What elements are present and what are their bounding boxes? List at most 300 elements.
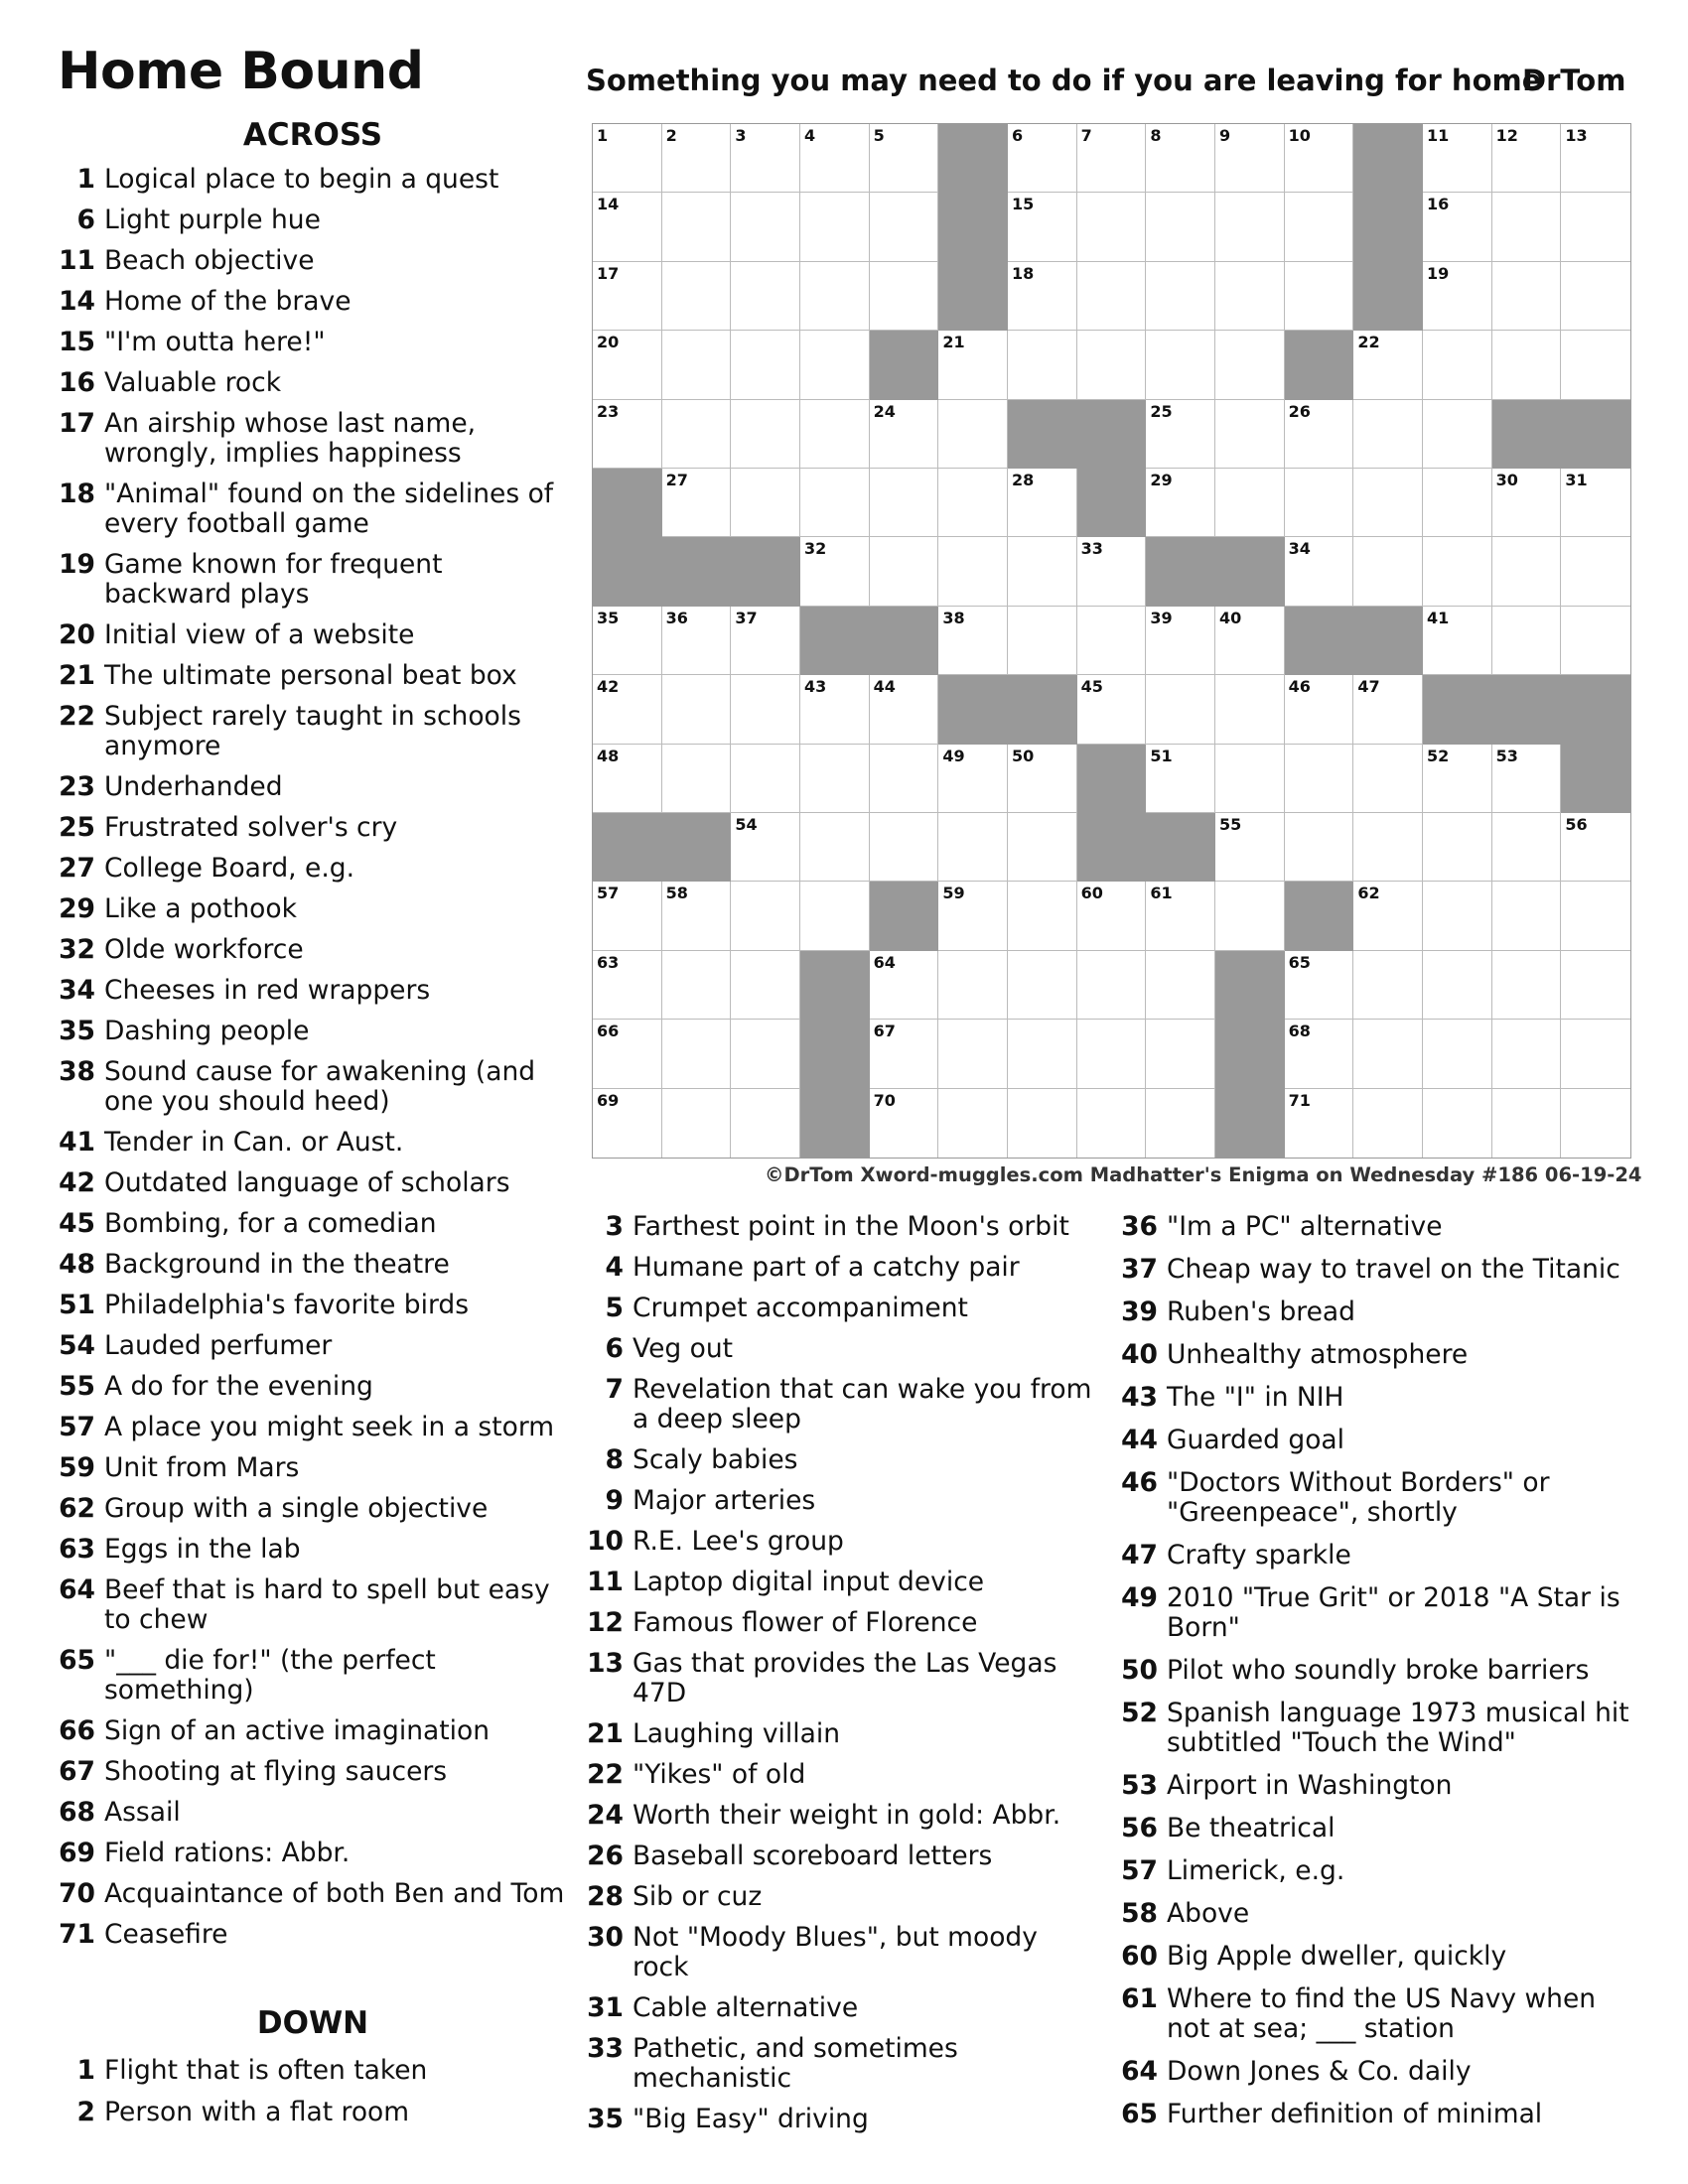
grid-cell[interactable] — [1353, 469, 1423, 537]
grid-cell[interactable] — [938, 469, 1008, 537]
grid-cell[interactable] — [1215, 262, 1285, 331]
clue-item[interactable] — [58, 702, 574, 761]
grid-cell[interactable] — [1008, 262, 1077, 331]
grid-cell[interactable] — [731, 469, 800, 537]
clue-item[interactable] — [1120, 1541, 1636, 1570]
grid-cell[interactable] — [1008, 469, 1077, 537]
clue-text: Light purple hue — [104, 205, 321, 235]
clue-item[interactable] — [58, 1879, 574, 1909]
clue-item[interactable] — [58, 813, 574, 843]
grid-cell[interactable] — [1285, 745, 1354, 813]
grid-cell[interactable] — [1285, 124, 1354, 193]
grid-cell[interactable] — [800, 813, 870, 882]
grid-cell[interactable] — [1285, 537, 1354, 606]
grid-cell[interactable] — [1215, 469, 1285, 537]
grid-cell[interactable] — [1215, 331, 1285, 399]
grid-cell[interactable] — [662, 882, 732, 950]
grid-cell[interactable] — [662, 675, 732, 744]
grid-cell[interactable] — [1215, 675, 1285, 744]
clue-item[interactable] — [58, 1291, 574, 1320]
grid-cell[interactable] — [1146, 469, 1215, 537]
clue-item[interactable] — [586, 1212, 1092, 1242]
clue-item[interactable] — [586, 1882, 1092, 1912]
grid-cell[interactable] — [1492, 537, 1562, 606]
clue-item[interactable] — [1120, 1899, 1636, 1929]
grid-cell[interactable] — [731, 675, 800, 744]
grid-cell[interactable] — [870, 537, 939, 606]
clue-item[interactable] — [58, 1839, 574, 1868]
clue-item[interactable] — [58, 409, 574, 469]
grid-cell[interactable] — [1146, 262, 1215, 331]
clue-item[interactable] — [58, 1716, 574, 1746]
grid-cell[interactable] — [1215, 607, 1285, 675]
grid-cell[interactable] — [731, 745, 800, 813]
grid-cell[interactable] — [1423, 469, 1492, 537]
grid-cell[interactable] — [593, 1089, 662, 1158]
clue-text: Humane part of a catchy pair — [633, 1252, 1020, 1283]
grid-cell[interactable] — [1353, 400, 1423, 469]
clue-item[interactable] — [58, 246, 574, 276]
grid-cell[interactable] — [800, 469, 870, 537]
clue-item[interactable] — [58, 1453, 574, 1483]
clue-item[interactable] — [586, 1568, 1092, 1597]
grid-cell[interactable] — [1077, 331, 1147, 399]
grid-cell[interactable] — [662, 262, 732, 331]
grid-cell[interactable] — [800, 537, 870, 606]
grid-cell[interactable] — [593, 331, 662, 399]
grid-cell[interactable] — [938, 537, 1008, 606]
grid-cell[interactable] — [1423, 262, 1492, 331]
grid-cell[interactable] — [1561, 262, 1630, 331]
grid-cell[interactable] — [800, 331, 870, 399]
grid-cell[interactable] — [1423, 331, 1492, 399]
grid-cell[interactable] — [1492, 951, 1562, 1020]
clue-item[interactable] — [58, 1920, 574, 1950]
clue-item[interactable] — [58, 1128, 574, 1158]
clue-text: Sib or cuz — [633, 1881, 763, 1912]
grid-cell[interactable] — [870, 745, 939, 813]
grid-cell[interactable] — [1353, 951, 1423, 1020]
grid-cell[interactable] — [1008, 882, 1077, 950]
grid-cell[interactable] — [1561, 1020, 1630, 1088]
grid-cell[interactable] — [1077, 882, 1147, 950]
grid-cell[interactable] — [1008, 124, 1077, 193]
grid-cell[interactable] — [731, 331, 800, 399]
grid-cell[interactable] — [1492, 1089, 1562, 1158]
clue-item[interactable] — [58, 1413, 574, 1442]
clue-text: Dashing people — [104, 1016, 310, 1046]
clue-item[interactable] — [586, 1842, 1092, 1871]
clue-number: 43 — [1121, 1382, 1158, 1413]
grid-cell[interactable] — [593, 745, 662, 813]
grid-cell[interactable] — [1077, 607, 1147, 675]
grid-cell[interactable] — [593, 607, 662, 675]
grid-cell[interactable] — [1492, 193, 1562, 261]
grid-cell[interactable] — [1146, 675, 1215, 744]
cell-number: 67 — [873, 1022, 896, 1041]
grid-cell[interactable] — [800, 882, 870, 950]
grid-cell[interactable] — [1285, 951, 1354, 1020]
grid-cell[interactable] — [1285, 400, 1354, 469]
grid-cell[interactable] — [870, 675, 939, 744]
clue-item[interactable] — [58, 1494, 574, 1524]
grid-cell[interactable] — [1492, 262, 1562, 331]
clue-text: Lauded perfumer — [104, 1330, 333, 1361]
clue-item[interactable] — [58, 479, 574, 539]
grid-cell[interactable] — [593, 124, 662, 193]
grid-cell[interactable] — [731, 124, 800, 193]
grid-cell[interactable] — [1353, 537, 1423, 606]
grid-cell[interactable] — [1077, 675, 1147, 744]
grid-cell[interactable] — [731, 193, 800, 261]
cell-number: 57 — [597, 884, 620, 903]
grid-cell[interactable] — [1492, 813, 1562, 882]
grid-cell[interactable] — [662, 745, 732, 813]
grid-cell[interactable] — [870, 951, 939, 1020]
clue-item[interactable] — [58, 661, 574, 691]
grid-cell[interactable] — [1353, 331, 1423, 399]
grid-cell[interactable] — [1215, 813, 1285, 882]
grid-cell[interactable] — [938, 607, 1008, 675]
grid-cell[interactable] — [1423, 745, 1492, 813]
clue-item[interactable] — [58, 2056, 574, 2086]
clue-item[interactable] — [58, 1168, 574, 1198]
clue-text: Valuable rock — [104, 367, 282, 398]
grid-cell[interactable] — [1077, 537, 1147, 606]
grid-cell[interactable] — [1215, 745, 1285, 813]
grid-cell[interactable] — [1423, 124, 1492, 193]
grid-cell[interactable] — [593, 882, 662, 950]
clue-item[interactable] — [58, 1017, 574, 1046]
cell-number: 47 — [1357, 677, 1380, 697]
clue-number: 60 — [1121, 1941, 1158, 1972]
grid-cell[interactable] — [1561, 124, 1630, 193]
clue-text: Sound cause for awakening (and one you should heed) — [104, 1056, 536, 1117]
grid-cell[interactable] — [938, 745, 1008, 813]
clue-item[interactable] — [58, 1535, 574, 1565]
clue-text: "Animal" found on the sidelines of every football game — [104, 478, 554, 539]
clue-item[interactable] — [586, 1801, 1092, 1831]
clue-item[interactable] — [58, 1757, 574, 1787]
cell-number: 16 — [1426, 195, 1450, 214]
grid-cell[interactable] — [1008, 813, 1077, 882]
clue-item[interactable] — [58, 1250, 574, 1280]
clue-item[interactable] — [1120, 1383, 1636, 1413]
grid-cell[interactable] — [800, 193, 870, 261]
clue-item[interactable] — [1120, 2057, 1636, 2087]
grid-cell[interactable] — [1561, 537, 1630, 606]
grid-cell[interactable] — [1077, 124, 1147, 193]
clue-item[interactable] — [58, 772, 574, 802]
grid-cell[interactable] — [1353, 1089, 1423, 1158]
clue-item[interactable] — [58, 1057, 574, 1117]
cell-number: 12 — [1495, 126, 1518, 145]
grid-cell[interactable] — [662, 331, 732, 399]
grid-cell[interactable] — [593, 262, 662, 331]
grid-cell[interactable] — [1423, 882, 1492, 950]
cell-number: 26 — [1288, 401, 1311, 421]
grid-cell[interactable] — [1077, 193, 1147, 261]
grid-cell[interactable] — [1215, 400, 1285, 469]
clue-number: 55 — [59, 1371, 95, 1402]
grid-cell[interactable] — [800, 262, 870, 331]
grid-cell[interactable] — [1008, 745, 1077, 813]
grid-cell[interactable] — [938, 1020, 1008, 1088]
grid-cell[interactable] — [800, 124, 870, 193]
clue-item[interactable] — [58, 935, 574, 965]
clue-item[interactable] — [1120, 1771, 1636, 1801]
grid-cell[interactable] — [662, 1089, 732, 1158]
grid-cell[interactable] — [662, 469, 732, 537]
grid-cell[interactable] — [1492, 745, 1562, 813]
clue-item[interactable] — [58, 287, 574, 317]
grid-cell[interactable] — [800, 675, 870, 744]
down-clue-list-3 — [1120, 1212, 1636, 2142]
grid-cell[interactable] — [1215, 124, 1285, 193]
clue-item[interactable] — [586, 1993, 1092, 2023]
clue-item[interactable] — [586, 1649, 1092, 1708]
clue-item[interactable] — [586, 1760, 1092, 1790]
clue-item[interactable] — [1120, 1212, 1636, 1242]
clue-item[interactable] — [1120, 1984, 1636, 2044]
grid-cell[interactable] — [593, 675, 662, 744]
clue-item[interactable] — [58, 2098, 574, 2127]
grid-cell[interactable] — [870, 813, 939, 882]
grid-cell[interactable] — [1492, 469, 1562, 537]
clue-item[interactable] — [1120, 1426, 1636, 1455]
grid-cell[interactable] — [1423, 1020, 1492, 1088]
clue-item[interactable] — [58, 368, 574, 398]
clue-text: Down Jones & Co. daily — [1167, 2056, 1472, 2087]
grid-cell[interactable] — [938, 400, 1008, 469]
grid-cell[interactable] — [1353, 1020, 1423, 1088]
grid-cell[interactable] — [800, 745, 870, 813]
grid-cell[interactable] — [1146, 193, 1215, 261]
clue-item[interactable] — [1120, 1656, 1636, 1686]
clue-item[interactable] — [1120, 1468, 1636, 1528]
cell-number: 70 — [873, 1090, 896, 1110]
grid-cell[interactable] — [662, 1020, 732, 1088]
cell-number: 38 — [942, 608, 965, 627]
grid-cell[interactable] — [1146, 745, 1215, 813]
grid-cell[interactable] — [1561, 813, 1630, 882]
grid-cell[interactable] — [938, 1089, 1008, 1158]
grid-cell[interactable] — [1285, 193, 1354, 261]
grid-cell[interactable] — [1423, 1089, 1492, 1158]
grid-cell[interactable] — [938, 882, 1008, 950]
grid-cell[interactable] — [593, 951, 662, 1020]
cell-number: 8 — [1150, 126, 1162, 145]
grid-cell[interactable] — [870, 262, 939, 331]
grid-cell[interactable] — [938, 331, 1008, 399]
grid-cell[interactable] — [1423, 813, 1492, 882]
grid-cell[interactable] — [1008, 537, 1077, 606]
grid-block — [800, 1020, 870, 1088]
clue-text: An airship whose last name, wrongly, implies happiness — [104, 408, 477, 469]
grid-cell[interactable] — [1008, 193, 1077, 261]
clue-number: 4 — [605, 1252, 624, 1283]
clue-item[interactable] — [58, 550, 574, 610]
clue-item[interactable] — [58, 1372, 574, 1402]
grid-cell[interactable] — [870, 1089, 939, 1158]
clue-item[interactable] — [586, 1445, 1092, 1475]
cell-number: 58 — [665, 884, 688, 903]
grid-cell[interactable] — [870, 1020, 939, 1088]
clue-item[interactable] — [586, 1253, 1092, 1283]
clue-item[interactable] — [586, 2105, 1092, 2134]
grid-cell[interactable] — [1492, 331, 1562, 399]
grid-cell[interactable] — [731, 1089, 800, 1158]
grid-cell[interactable] — [1008, 951, 1077, 1020]
clue-item[interactable] — [58, 620, 574, 650]
grid-block — [1285, 331, 1354, 399]
grid-cell[interactable] — [1146, 400, 1215, 469]
clue-item[interactable] — [586, 1294, 1092, 1323]
clue-item[interactable] — [1120, 1814, 1636, 1843]
clue-item[interactable] — [586, 1375, 1092, 1434]
clue-text: A do for the evening — [104, 1371, 373, 1402]
grid-cell[interactable] — [1492, 1020, 1562, 1088]
clue-item[interactable] — [58, 205, 574, 235]
grid-cell[interactable] — [662, 951, 732, 1020]
clue-item[interactable] — [1120, 1856, 1636, 1886]
grid-block — [593, 813, 662, 882]
grid-cell[interactable] — [1008, 331, 1077, 399]
grid-cell[interactable] — [1561, 1089, 1630, 1158]
clue-item[interactable] — [1120, 1297, 1636, 1327]
grid-cell[interactable] — [1561, 331, 1630, 399]
grid-cell[interactable] — [1423, 537, 1492, 606]
grid-cell[interactable] — [1008, 1020, 1077, 1088]
grid-cell[interactable] — [1285, 1020, 1354, 1088]
grid-cell[interactable] — [593, 1020, 662, 1088]
grid-cell[interactable] — [1146, 882, 1215, 950]
grid-cell[interactable] — [1423, 607, 1492, 675]
clue-item[interactable] — [1120, 1255, 1636, 1285]
grid-cell[interactable] — [870, 400, 939, 469]
grid-cell[interactable] — [731, 951, 800, 1020]
grid-cell[interactable] — [1353, 882, 1423, 950]
grid-cell[interactable] — [1077, 1020, 1147, 1088]
grid-cell[interactable] — [731, 400, 800, 469]
grid-cell[interactable] — [1146, 124, 1215, 193]
grid-block — [870, 882, 939, 950]
clue-item[interactable] — [586, 1608, 1092, 1638]
grid-cell[interactable] — [1146, 607, 1215, 675]
grid-cell[interactable] — [1561, 193, 1630, 261]
grid-cell[interactable] — [1077, 951, 1147, 1020]
grid-cell[interactable] — [662, 607, 732, 675]
clue-item[interactable] — [1120, 1583, 1636, 1643]
grid-cell[interactable] — [731, 882, 800, 950]
grid-cell[interactable] — [1353, 813, 1423, 882]
grid-cell[interactable] — [1492, 882, 1562, 950]
grid-cell[interactable] — [1077, 262, 1147, 331]
clue-item[interactable] — [58, 1331, 574, 1361]
grid-cell[interactable] — [1561, 469, 1630, 537]
grid-cell[interactable] — [1215, 882, 1285, 950]
grid-block — [938, 262, 1008, 331]
grid-cell[interactable] — [1146, 331, 1215, 399]
clue-item[interactable] — [1120, 1699, 1636, 1758]
grid-cell[interactable] — [1285, 813, 1354, 882]
grid-cell[interactable] — [1561, 607, 1630, 675]
clue-number: 23 — [59, 771, 95, 802]
grid-cell[interactable] — [1492, 607, 1562, 675]
clue-item[interactable] — [58, 976, 574, 1006]
grid-cell[interactable] — [1561, 882, 1630, 950]
grid-cell[interactable] — [1353, 675, 1423, 744]
clue-item[interactable] — [58, 165, 574, 195]
clue-item[interactable] — [586, 2034, 1092, 2094]
grid-cell[interactable] — [593, 400, 662, 469]
clue-text: Pilot who soundly broke barriers — [1167, 1655, 1590, 1686]
grid-cell[interactable] — [1215, 193, 1285, 261]
clue-number: 12 — [587, 1607, 624, 1638]
grid-cell[interactable] — [1285, 262, 1354, 331]
grid-cell[interactable] — [662, 124, 732, 193]
grid-cell[interactable] — [1561, 951, 1630, 1020]
grid-cell[interactable] — [1077, 1089, 1147, 1158]
grid-cell[interactable] — [1423, 193, 1492, 261]
clue-item[interactable] — [58, 1646, 574, 1706]
grid-block — [1215, 1020, 1285, 1088]
grid-cell[interactable] — [800, 400, 870, 469]
grid-cell[interactable] — [1285, 675, 1354, 744]
clue-item[interactable] — [586, 1719, 1092, 1749]
grid-cell[interactable] — [731, 607, 800, 675]
clue-item[interactable] — [58, 328, 574, 357]
grid-cell[interactable] — [1008, 1089, 1077, 1158]
grid-cell[interactable] — [731, 262, 800, 331]
grid-cell[interactable] — [870, 124, 939, 193]
grid-block — [800, 951, 870, 1020]
clue-item[interactable] — [586, 1486, 1092, 1516]
clue-item[interactable] — [586, 1527, 1092, 1557]
grid-cell[interactable] — [1285, 1089, 1354, 1158]
grid-cell[interactable] — [662, 193, 732, 261]
grid-cell[interactable] — [593, 193, 662, 261]
grid-cell[interactable] — [870, 193, 939, 261]
grid-cell[interactable] — [1423, 400, 1492, 469]
grid-cell[interactable] — [870, 469, 939, 537]
grid-cell[interactable] — [1423, 951, 1492, 1020]
clue-item[interactable] — [58, 894, 574, 924]
grid-cell[interactable] — [662, 400, 732, 469]
grid-cell[interactable] — [938, 813, 1008, 882]
grid-cell[interactable] — [1146, 1089, 1215, 1158]
grid-cell[interactable] — [731, 1020, 800, 1088]
grid-cell[interactable] — [1146, 951, 1215, 1020]
grid-cell[interactable] — [1492, 124, 1562, 193]
grid-cell[interactable] — [938, 951, 1008, 1020]
clue-item[interactable] — [586, 1334, 1092, 1364]
clue-item[interactable] — [1120, 1942, 1636, 1972]
grid-cell[interactable] — [1008, 607, 1077, 675]
clue-item[interactable] — [58, 854, 574, 884]
clue-item[interactable] — [1120, 1340, 1636, 1370]
cell-number: 14 — [597, 195, 620, 214]
clue-item[interactable] — [58, 1575, 574, 1635]
grid-cell[interactable] — [1285, 469, 1354, 537]
clue-item[interactable] — [1120, 2100, 1636, 2129]
clue-item[interactable] — [586, 1923, 1092, 1982]
clue-item[interactable] — [58, 1798, 574, 1828]
grid-cell[interactable] — [731, 813, 800, 882]
grid-cell[interactable] — [1146, 1020, 1215, 1088]
grid-cell[interactable] — [1353, 745, 1423, 813]
clue-item[interactable] — [58, 1209, 574, 1239]
